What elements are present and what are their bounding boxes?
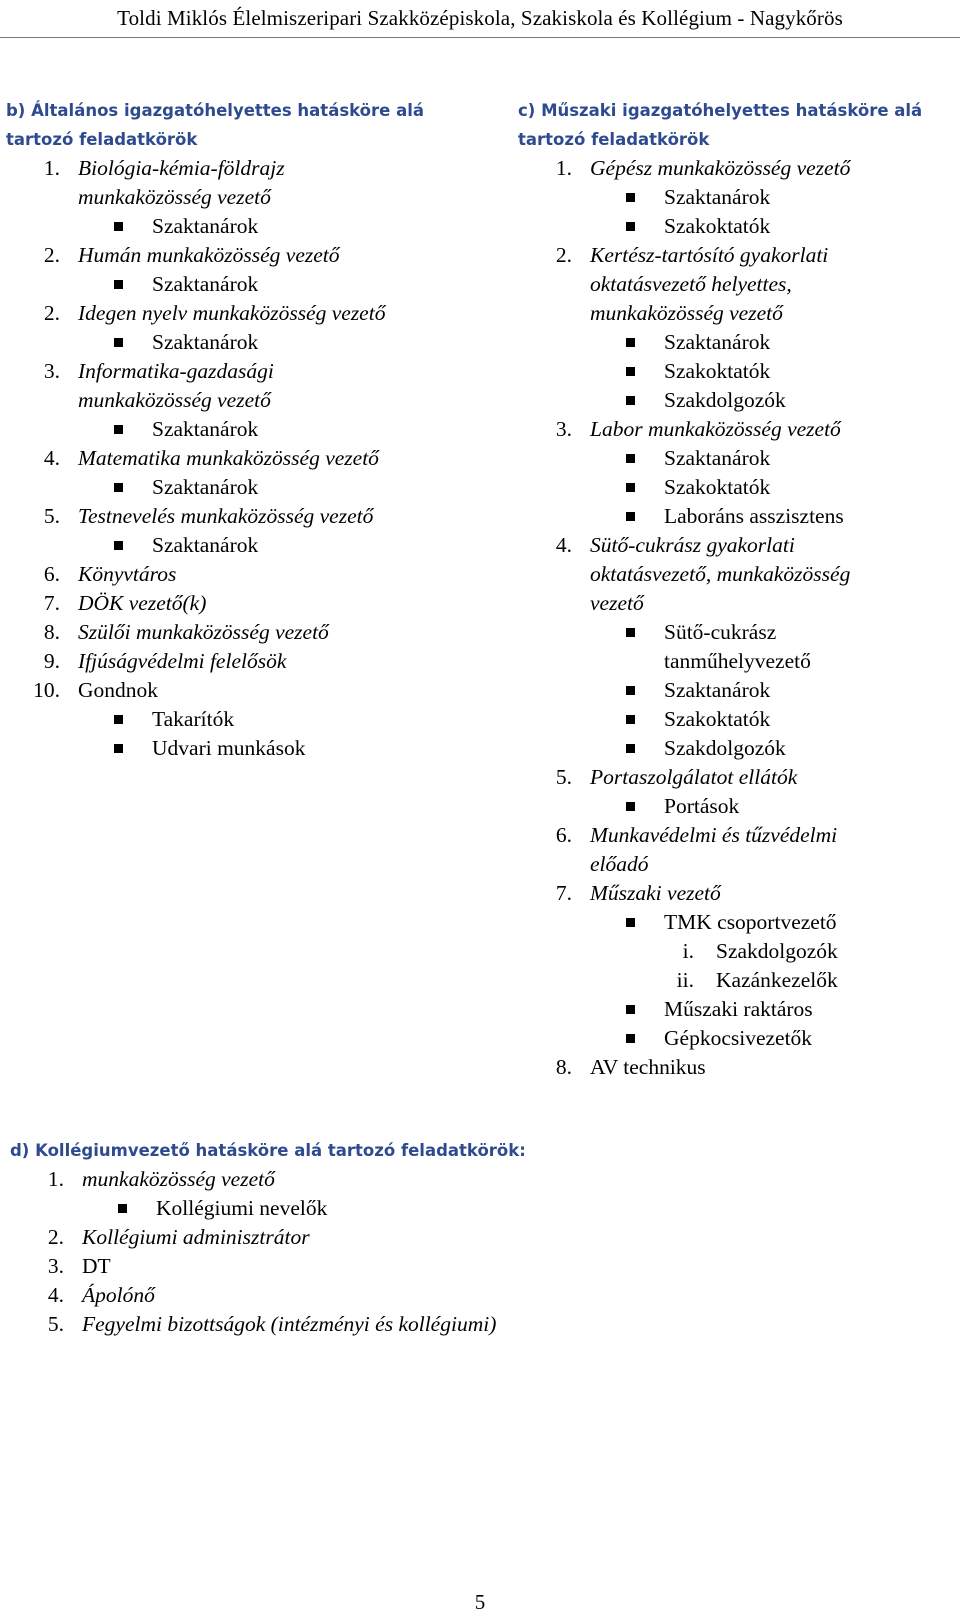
list-item: [6, 328, 486, 357]
list-item: [518, 502, 958, 531]
square-bullet-icon: [626, 367, 635, 376]
list-item: [6, 444, 486, 473]
list-item: [6, 183, 486, 212]
square-bullet-icon: [118, 1204, 127, 1213]
square-bullet-icon: [626, 1005, 635, 1014]
section-b-title-line2: tartozó feladatkörök: [6, 130, 198, 149]
item-number: 6.: [555, 823, 572, 847]
list-item: [518, 1024, 958, 1053]
list-item: [6, 415, 486, 444]
section-b-title-line1: b) Általános igazgatóhelyettes hatásköre alá: [6, 101, 425, 120]
list-item: [6, 1223, 910, 1252]
square-bullet-icon: [626, 396, 635, 405]
item-text: Műszaki vezető: [590, 881, 721, 905]
bullet-text: Szakoktatók: [664, 214, 771, 238]
item-text: AV technikus: [590, 1055, 706, 1079]
item-number: 5.: [47, 1312, 64, 1336]
section-b: [6, 96, 486, 763]
item-text: munkaközösség vezető: [82, 1167, 275, 1191]
item-number: 4.: [47, 1283, 64, 1307]
item-number: 3.: [555, 417, 572, 441]
item-text: Matematika munkaközösség vezető: [78, 446, 379, 470]
list-item: [518, 415, 958, 444]
list-item: [518, 792, 958, 821]
list-item: [6, 502, 486, 531]
square-bullet-icon: [626, 686, 635, 695]
square-bullet-icon: [114, 338, 123, 347]
list-item: [6, 560, 486, 589]
square-bullet-icon: [626, 1034, 635, 1043]
list-item: [518, 1053, 958, 1082]
item-text: Sütő-cukrász gyakorlati: [590, 533, 795, 557]
bullet-text: Szaktanárok: [152, 533, 259, 557]
square-bullet-icon: [626, 715, 635, 724]
item-text: Könyvtáros: [78, 562, 177, 586]
list-item: [518, 299, 958, 328]
item-number: 4.: [555, 533, 572, 557]
square-bullet-icon: [626, 918, 635, 927]
list-item: [518, 763, 958, 792]
item-number: 5.: [555, 765, 572, 789]
bullet-text: Szakdolgozók: [664, 388, 786, 412]
list-item: [518, 357, 958, 386]
section-c-title-line1: c) Műszaki igazgatóhelyettes hatásköre alá: [518, 101, 923, 120]
item-text: Szülői munkaközösség vezető: [78, 620, 329, 644]
list-item: [518, 386, 958, 415]
bullet-text: Szakdolgozók: [664, 736, 786, 760]
list-item: [518, 966, 958, 995]
item-text-continued: vezető: [590, 591, 644, 615]
bullet-text: Udvari munkások: [152, 736, 306, 760]
item-roman-number: ii.: [676, 968, 694, 992]
list-item: [518, 676, 958, 705]
bullet-text: Takarítók: [152, 707, 235, 731]
list-item: [518, 850, 958, 879]
section-c-list: [518, 154, 958, 1082]
bullet-text: Laboráns asszisztens: [664, 504, 844, 528]
list-item: [518, 531, 958, 560]
list-item: [518, 705, 958, 734]
list-item: [518, 647, 958, 676]
item-text: Informatika-gazdasági: [78, 359, 274, 383]
item-text: Gépész munkaközösség vezető: [590, 156, 851, 180]
square-bullet-icon: [626, 628, 635, 637]
square-bullet-icon: [114, 222, 123, 231]
section-d: [10, 1136, 910, 1339]
list-item: [6, 1281, 910, 1310]
square-bullet-icon: [626, 512, 635, 521]
item-text: Fegyelmi bizottságok (intézményi és kollégiumi): [82, 1312, 497, 1336]
item-text-continued: munkaközösség vezető: [590, 301, 783, 325]
item-number: 2.: [43, 301, 60, 325]
page-number: 5: [474, 1590, 486, 1614]
list-item: [518, 328, 958, 357]
list-item: [6, 705, 486, 734]
list-item: [6, 676, 486, 705]
list-item: [6, 1310, 910, 1339]
list-item: [6, 618, 486, 647]
list-item: [518, 589, 958, 618]
square-bullet-icon: [626, 222, 635, 231]
item-number: 5.: [43, 504, 60, 528]
bullet-text: Szaktanárok: [664, 678, 771, 702]
item-text: DÖK vezető(k): [78, 591, 207, 615]
bullet-text: Szakoktatók: [664, 475, 771, 499]
bullet-text-continued: tanműhelyvezető: [664, 649, 811, 673]
bullet-text: Kollégiumi nevelők: [156, 1196, 328, 1220]
list-item: [6, 1252, 910, 1281]
bullet-text: Szakoktatók: [664, 707, 771, 731]
item-text-continued: munkaközösség vezető: [78, 388, 271, 412]
list-item: [6, 531, 486, 560]
square-bullet-icon: [626, 454, 635, 463]
section-c: [518, 96, 958, 1082]
square-bullet-icon: [114, 744, 123, 753]
list-item: [518, 618, 958, 647]
list-item: [518, 937, 958, 966]
item-number: 3.: [43, 359, 60, 383]
list-item: [518, 821, 958, 850]
item-roman-number: i.: [682, 939, 694, 963]
list-item: [518, 879, 958, 908]
item-number: 8.: [555, 1055, 572, 1079]
square-bullet-icon: [114, 280, 123, 289]
section-c-title-line2: tartozó feladatkörök: [518, 130, 710, 149]
section-b-list: [6, 154, 486, 763]
item-text: Munkavédelmi és tűzvédelmi: [590, 823, 838, 847]
square-bullet-icon: [114, 425, 123, 434]
item-text: Biológia-kémia-földrajz: [78, 156, 285, 180]
list-item: [6, 299, 486, 328]
square-bullet-icon: [114, 541, 123, 550]
list-item: [518, 473, 958, 502]
item-text: DT: [82, 1254, 111, 1278]
item-text: Testnevelés munkaközösség vezető: [78, 504, 374, 528]
item-text: Portaszolgálatot ellátók: [590, 765, 798, 789]
item-number: 1.: [47, 1167, 64, 1191]
item-text: Humán munkaközösség vezető: [78, 243, 340, 267]
item-number: 7.: [555, 881, 572, 905]
section-d-title: d) Kollégiumvezető hatásköre alá tartozó feladatkörök:: [10, 1141, 526, 1160]
list-item: [518, 270, 958, 299]
item-number: 1.: [43, 156, 60, 180]
square-bullet-icon: [626, 338, 635, 347]
square-bullet-icon: [626, 802, 635, 811]
square-bullet-icon: [626, 193, 635, 202]
item-text: Szakdolgozók: [716, 939, 838, 963]
bullet-text: Műszaki raktáros: [664, 997, 813, 1021]
bullet-text: Szaktanárok: [664, 446, 771, 470]
item-number: 4.: [43, 446, 60, 470]
bullet-text: Portások: [664, 794, 740, 818]
list-item: [6, 270, 486, 299]
list-item: [518, 212, 958, 241]
bullet-text: Szaktanárok: [152, 417, 259, 441]
list-item: [518, 995, 958, 1024]
list-item: [518, 560, 958, 589]
bullet-text: Gépkocsivezetők: [664, 1026, 813, 1050]
bullet-text: TMK csoportvezető: [664, 910, 837, 934]
item-number: 1.: [555, 156, 572, 180]
square-bullet-icon: [626, 744, 635, 753]
item-number: 6.: [43, 562, 60, 586]
item-text-continued: oktatásvezető helyettes,: [590, 272, 792, 296]
header-title: Toldi Miklós Élelmiszeripari Szakközépiskola, Szakiskola és Kollégium - Nagykőrös: [117, 6, 843, 30]
item-text: Gondnok: [78, 678, 159, 702]
list-item: [518, 734, 958, 763]
page-header: [0, 0, 960, 38]
item-number: 2.: [43, 243, 60, 267]
square-bullet-icon: [114, 483, 123, 492]
item-number: 2.: [47, 1225, 64, 1249]
list-item: [6, 386, 486, 415]
list-item: [6, 734, 486, 763]
list-item: [6, 212, 486, 241]
list-item: [6, 1194, 910, 1223]
item-text: Ápolónő: [82, 1283, 155, 1307]
item-text: Labor munkaközösség vezető: [590, 417, 841, 441]
item-number: 8.: [43, 620, 60, 644]
item-text: Idegen nyelv munkaközösség vezető: [78, 301, 386, 325]
item-number: 7.: [43, 591, 60, 615]
list-item: [518, 183, 958, 212]
bullet-text: Szaktanárok: [664, 185, 771, 209]
item-text-continued: oktatásvezető, munkaközösség: [590, 562, 851, 586]
item-text-continued: előadó: [590, 852, 649, 876]
item-text-continued: munkaközösség vezető: [78, 185, 271, 209]
list-item: [518, 154, 958, 183]
item-text: Ifjúságvédelmi felelősök: [78, 649, 287, 673]
item-text: Kertész-tartósító gyakorlati: [590, 243, 829, 267]
list-item: [6, 357, 486, 386]
list-item: [6, 154, 486, 183]
item-text: Kazánkezelők: [716, 968, 838, 992]
list-item: [6, 647, 486, 676]
list-item: [6, 1165, 910, 1194]
square-bullet-icon: [114, 715, 123, 724]
list-item: [518, 444, 958, 473]
list-item: [6, 241, 486, 270]
list-item: [6, 473, 486, 502]
item-text: Kollégiumi adminisztrátor: [82, 1225, 310, 1249]
bullet-text: Sütő-cukrász: [664, 620, 777, 644]
list-item: [518, 241, 958, 270]
item-number: 10.: [33, 678, 60, 702]
item-number: 9.: [43, 649, 60, 673]
bullet-text: Szaktanárok: [152, 475, 259, 499]
bullet-text: Szaktanárok: [152, 330, 259, 354]
list-item: [518, 908, 958, 937]
bullet-text: Szaktanárok: [664, 330, 771, 354]
bullet-text: Szaktanárok: [152, 214, 259, 238]
bullet-text: Szakoktatók: [664, 359, 771, 383]
item-number: 3.: [47, 1254, 64, 1278]
bullet-text: Szaktanárok: [152, 272, 259, 296]
section-d-list: [6, 1165, 910, 1339]
list-item: [6, 589, 486, 618]
square-bullet-icon: [626, 483, 635, 492]
item-number: 2.: [555, 243, 572, 267]
